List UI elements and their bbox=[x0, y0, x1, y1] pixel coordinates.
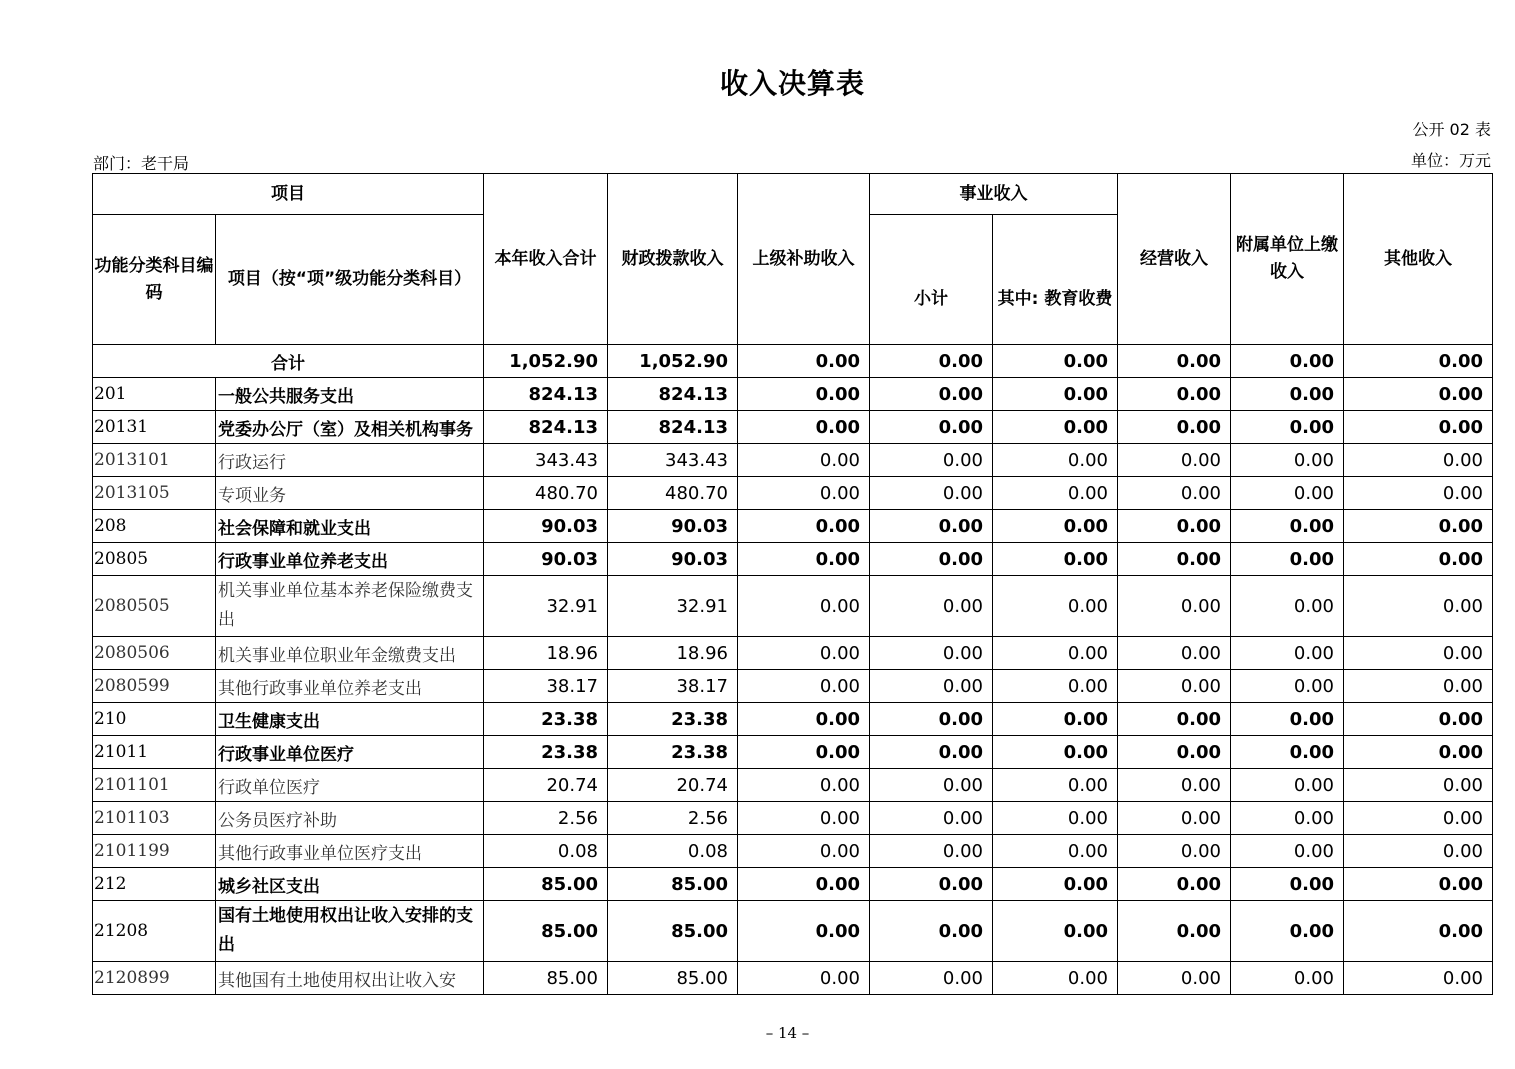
row-value: 480.70 bbox=[484, 477, 608, 510]
row-value: 0.00 bbox=[1344, 962, 1493, 995]
row-value: 0.00 bbox=[1118, 510, 1231, 543]
row-value: 0.00 bbox=[1118, 444, 1231, 477]
total-value: 0.00 bbox=[1231, 345, 1344, 378]
row-value: 0.00 bbox=[1231, 736, 1344, 769]
row-name: 机关事业单位基本养老保险缴费支出 bbox=[216, 576, 484, 637]
row-value: 0.00 bbox=[1231, 411, 1344, 444]
row-value: 0.00 bbox=[870, 962, 993, 995]
row-value: 0.00 bbox=[1118, 576, 1231, 637]
row-value: 0.00 bbox=[870, 411, 993, 444]
row-name: 公务员医疗补助 bbox=[216, 802, 484, 835]
row-value: 0.00 bbox=[1344, 637, 1493, 670]
row-name: 城乡社区支出 bbox=[216, 868, 484, 901]
row-name: 专项业务 bbox=[216, 477, 484, 510]
row-value: 480.70 bbox=[608, 477, 738, 510]
row-value: 0.00 bbox=[738, 576, 870, 637]
total-row bbox=[93, 345, 1493, 378]
row-value: 0.00 bbox=[993, 378, 1118, 411]
row-value: 0.00 bbox=[993, 543, 1118, 576]
header-total-income: 本年收入合计 bbox=[484, 174, 608, 345]
unit-label: 单位：万元 bbox=[1410, 151, 1491, 170]
header-affiliated: 附属单位上缴收入 bbox=[1231, 174, 1344, 345]
row-code: 2013101 bbox=[93, 444, 216, 477]
row-value: 824.13 bbox=[608, 411, 738, 444]
row-value: 0.00 bbox=[1344, 576, 1493, 637]
total-label: 合计 bbox=[93, 345, 484, 378]
row-value: 0.00 bbox=[1231, 802, 1344, 835]
row-value: 0.00 bbox=[993, 477, 1118, 510]
row-value: 0.00 bbox=[738, 444, 870, 477]
row-value: 0.00 bbox=[738, 378, 870, 411]
table-row bbox=[93, 444, 1493, 477]
row-value: 0.00 bbox=[993, 444, 1118, 477]
row-value: 0.00 bbox=[993, 576, 1118, 637]
row-value: 0.00 bbox=[993, 637, 1118, 670]
page-number: – 14 – bbox=[765, 1024, 810, 1042]
row-name: 行政事业单位养老支出 bbox=[216, 543, 484, 576]
row-value: 0.00 bbox=[738, 835, 870, 868]
row-value: 0.00 bbox=[993, 802, 1118, 835]
row-code: 2101199 bbox=[93, 835, 216, 868]
row-value: 343.43 bbox=[484, 444, 608, 477]
row-value: 0.00 bbox=[870, 543, 993, 576]
row-value: 0.08 bbox=[484, 835, 608, 868]
row-value: 0.00 bbox=[1344, 868, 1493, 901]
row-value: 0.00 bbox=[738, 769, 870, 802]
row-value: 0.00 bbox=[1231, 637, 1344, 670]
row-code: 2120899 bbox=[93, 962, 216, 995]
row-value: 0.00 bbox=[1231, 576, 1344, 637]
row-value: 85.00 bbox=[484, 868, 608, 901]
row-name: 国有土地使用权出让收入安排的支出 bbox=[216, 901, 484, 962]
row-value: 90.03 bbox=[484, 510, 608, 543]
row-value: 23.38 bbox=[484, 703, 608, 736]
row-value: 0.00 bbox=[1118, 868, 1231, 901]
header-subtotal: 小计 bbox=[870, 215, 993, 345]
row-name: 机关事业单位职业年金缴费支出 bbox=[216, 637, 484, 670]
row-code: 2080506 bbox=[93, 637, 216, 670]
row-name: 行政运行 bbox=[216, 444, 484, 477]
row-code: 212 bbox=[93, 868, 216, 901]
row-value: 2.56 bbox=[484, 802, 608, 835]
table-row bbox=[93, 835, 1493, 868]
table-row bbox=[93, 510, 1493, 543]
row-name: 行政单位医疗 bbox=[216, 769, 484, 802]
row-value: 0.00 bbox=[870, 769, 993, 802]
total-value: 1,052.90 bbox=[484, 345, 608, 378]
row-value: 0.00 bbox=[1344, 835, 1493, 868]
total-value: 0.00 bbox=[1118, 345, 1231, 378]
row-name: 社会保障和就业支出 bbox=[216, 510, 484, 543]
row-value: 0.00 bbox=[1344, 769, 1493, 802]
row-code: 20805 bbox=[93, 543, 216, 576]
row-value: 343.43 bbox=[608, 444, 738, 477]
row-value: 0.00 bbox=[870, 802, 993, 835]
header-item-name: 项目（按“项”级功能分类科目） bbox=[216, 215, 484, 345]
page-title: 收入决算表 bbox=[719, 67, 865, 100]
row-name: 其他行政事业单位医疗支出 bbox=[216, 835, 484, 868]
row-value: 0.00 bbox=[1231, 510, 1344, 543]
row-value: 23.38 bbox=[484, 736, 608, 769]
row-value: 0.00 bbox=[738, 670, 870, 703]
row-value: 0.00 bbox=[870, 444, 993, 477]
row-value: 0.00 bbox=[738, 802, 870, 835]
row-value: 2.56 bbox=[608, 802, 738, 835]
row-value: 0.00 bbox=[1344, 444, 1493, 477]
header-operating: 经营收入 bbox=[1118, 174, 1231, 345]
row-value: 0.00 bbox=[1231, 962, 1344, 995]
row-value: 0.00 bbox=[738, 868, 870, 901]
department-label: 部门：老干局 bbox=[93, 154, 190, 173]
row-name: 其他国有土地使用权出让收入安 bbox=[216, 962, 484, 995]
row-value: 0.00 bbox=[1231, 769, 1344, 802]
row-value: 0.00 bbox=[738, 637, 870, 670]
total-value: 0.00 bbox=[1344, 345, 1493, 378]
row-value: 32.91 bbox=[484, 576, 608, 637]
row-value: 0.00 bbox=[1231, 703, 1344, 736]
table-row bbox=[93, 411, 1493, 444]
row-value: 0.00 bbox=[738, 543, 870, 576]
row-value: 0.00 bbox=[1118, 477, 1231, 510]
row-code: 2101103 bbox=[93, 802, 216, 835]
row-value: 0.00 bbox=[1344, 670, 1493, 703]
row-value: 0.00 bbox=[1231, 543, 1344, 576]
row-value: 85.00 bbox=[484, 901, 608, 962]
row-value: 0.00 bbox=[1344, 802, 1493, 835]
row-value: 0.00 bbox=[1344, 901, 1493, 962]
row-value: 0.00 bbox=[738, 962, 870, 995]
row-value: 0.00 bbox=[870, 510, 993, 543]
row-code: 2013105 bbox=[93, 477, 216, 510]
row-value: 0.00 bbox=[870, 736, 993, 769]
row-value: 0.00 bbox=[993, 510, 1118, 543]
total-value: 0.00 bbox=[993, 345, 1118, 378]
row-value: 32.91 bbox=[608, 576, 738, 637]
row-code: 201 bbox=[93, 378, 216, 411]
row-value: 0.00 bbox=[993, 962, 1118, 995]
total-value: 0.00 bbox=[738, 345, 870, 378]
row-value: 0.00 bbox=[1118, 543, 1231, 576]
row-value: 85.00 bbox=[608, 901, 738, 962]
row-value: 0.00 bbox=[738, 510, 870, 543]
table-row bbox=[93, 576, 1493, 637]
table-row bbox=[93, 543, 1493, 576]
row-value: 0.00 bbox=[738, 901, 870, 962]
row-code: 2101101 bbox=[93, 769, 216, 802]
row-value: 0.00 bbox=[870, 576, 993, 637]
row-name: 党委办公厅（室）及相关机构事务 bbox=[216, 411, 484, 444]
table-body bbox=[93, 345, 1493, 995]
row-value: 0.00 bbox=[1231, 477, 1344, 510]
row-value: 0.00 bbox=[1231, 835, 1344, 868]
row-code: 21011 bbox=[93, 736, 216, 769]
row-value: 0.00 bbox=[1344, 510, 1493, 543]
table-row bbox=[93, 703, 1493, 736]
row-code: 21208 bbox=[93, 901, 216, 962]
row-value: 0.00 bbox=[1118, 703, 1231, 736]
row-value: 824.13 bbox=[484, 411, 608, 444]
header-business-group: 事业收入 bbox=[870, 174, 1118, 215]
row-value: 23.38 bbox=[608, 703, 738, 736]
row-value: 0.00 bbox=[1118, 637, 1231, 670]
row-name: 一般公共服务支出 bbox=[216, 378, 484, 411]
table-row bbox=[93, 802, 1493, 835]
row-value: 0.00 bbox=[870, 477, 993, 510]
row-value: 90.03 bbox=[484, 543, 608, 576]
row-code: 2080599 bbox=[93, 670, 216, 703]
table-row bbox=[93, 769, 1493, 802]
row-value: 18.96 bbox=[608, 637, 738, 670]
row-value: 0.08 bbox=[608, 835, 738, 868]
row-value: 0.00 bbox=[738, 736, 870, 769]
header-code: 功能分类科目编码 bbox=[93, 215, 216, 345]
row-value: 0.00 bbox=[1118, 769, 1231, 802]
row-value: 0.00 bbox=[1231, 868, 1344, 901]
row-value: 0.00 bbox=[1118, 901, 1231, 962]
row-value: 0.00 bbox=[1344, 477, 1493, 510]
row-value: 0.00 bbox=[870, 670, 993, 703]
row-code: 2080505 bbox=[93, 576, 216, 637]
row-value: 0.00 bbox=[1118, 670, 1231, 703]
table-row bbox=[93, 477, 1493, 510]
row-value: 0.00 bbox=[870, 637, 993, 670]
row-value: 0.00 bbox=[1231, 378, 1344, 411]
income-table bbox=[92, 173, 1493, 995]
row-value: 0.00 bbox=[993, 670, 1118, 703]
table-row bbox=[93, 378, 1493, 411]
row-value: 18.96 bbox=[484, 637, 608, 670]
row-value: 0.00 bbox=[1118, 736, 1231, 769]
row-value: 0.00 bbox=[870, 868, 993, 901]
row-value: 0.00 bbox=[1344, 543, 1493, 576]
row-value: 20.74 bbox=[484, 769, 608, 802]
row-value: 90.03 bbox=[608, 510, 738, 543]
row-value: 0.00 bbox=[870, 378, 993, 411]
row-code: 208 bbox=[93, 510, 216, 543]
row-value: 38.17 bbox=[484, 670, 608, 703]
row-value: 0.00 bbox=[1118, 411, 1231, 444]
row-value: 0.00 bbox=[1231, 670, 1344, 703]
row-value: 0.00 bbox=[1231, 901, 1344, 962]
row-value: 0.00 bbox=[1118, 835, 1231, 868]
row-value: 20.74 bbox=[608, 769, 738, 802]
row-value: 0.00 bbox=[993, 835, 1118, 868]
row-value: 0.00 bbox=[738, 477, 870, 510]
row-value: 23.38 bbox=[608, 736, 738, 769]
row-value: 90.03 bbox=[608, 543, 738, 576]
row-value: 0.00 bbox=[993, 703, 1118, 736]
row-value: 0.00 bbox=[1118, 962, 1231, 995]
total-value: 1,052.90 bbox=[608, 345, 738, 378]
form-number: 公开 02 表 bbox=[1412, 120, 1491, 139]
row-code: 210 bbox=[93, 703, 216, 736]
row-code: 20131 bbox=[93, 411, 216, 444]
row-value: 85.00 bbox=[608, 868, 738, 901]
row-value: 0.00 bbox=[993, 868, 1118, 901]
row-value: 38.17 bbox=[608, 670, 738, 703]
row-name: 卫生健康支出 bbox=[216, 703, 484, 736]
row-value: 0.00 bbox=[993, 411, 1118, 444]
row-value: 0.00 bbox=[870, 901, 993, 962]
row-value: 0.00 bbox=[870, 703, 993, 736]
row-value: 0.00 bbox=[993, 769, 1118, 802]
row-value: 0.00 bbox=[1344, 736, 1493, 769]
row-value: 0.00 bbox=[738, 411, 870, 444]
row-name: 其他行政事业单位养老支出 bbox=[216, 670, 484, 703]
total-value: 0.00 bbox=[870, 345, 993, 378]
table-row bbox=[93, 670, 1493, 703]
row-value: 0.00 bbox=[993, 901, 1118, 962]
row-value: 0.00 bbox=[1344, 411, 1493, 444]
row-value: 0.00 bbox=[870, 835, 993, 868]
header-fiscal: 财政拨款收入 bbox=[608, 174, 738, 345]
row-value: 85.00 bbox=[484, 962, 608, 995]
row-value: 0.00 bbox=[1118, 802, 1231, 835]
header-other: 其他收入 bbox=[1344, 174, 1493, 345]
header-education-fee: 其中: 教育收费 bbox=[993, 215, 1118, 345]
header-upper-subsidy: 上级补助收入 bbox=[738, 174, 870, 345]
table-row bbox=[93, 901, 1493, 962]
row-value: 0.00 bbox=[1231, 444, 1344, 477]
row-value: 824.13 bbox=[484, 378, 608, 411]
row-name: 行政事业单位医疗 bbox=[216, 736, 484, 769]
table-row bbox=[93, 962, 1493, 995]
row-value: 0.00 bbox=[1118, 378, 1231, 411]
row-value: 0.00 bbox=[1344, 378, 1493, 411]
header-project-group: 项目 bbox=[93, 174, 484, 215]
row-value: 824.13 bbox=[608, 378, 738, 411]
table-row bbox=[93, 868, 1493, 901]
table-row bbox=[93, 637, 1493, 670]
row-value: 0.00 bbox=[738, 703, 870, 736]
row-value: 0.00 bbox=[1344, 703, 1493, 736]
row-value: 85.00 bbox=[608, 962, 738, 995]
row-value: 0.00 bbox=[993, 736, 1118, 769]
table-row bbox=[93, 736, 1493, 769]
